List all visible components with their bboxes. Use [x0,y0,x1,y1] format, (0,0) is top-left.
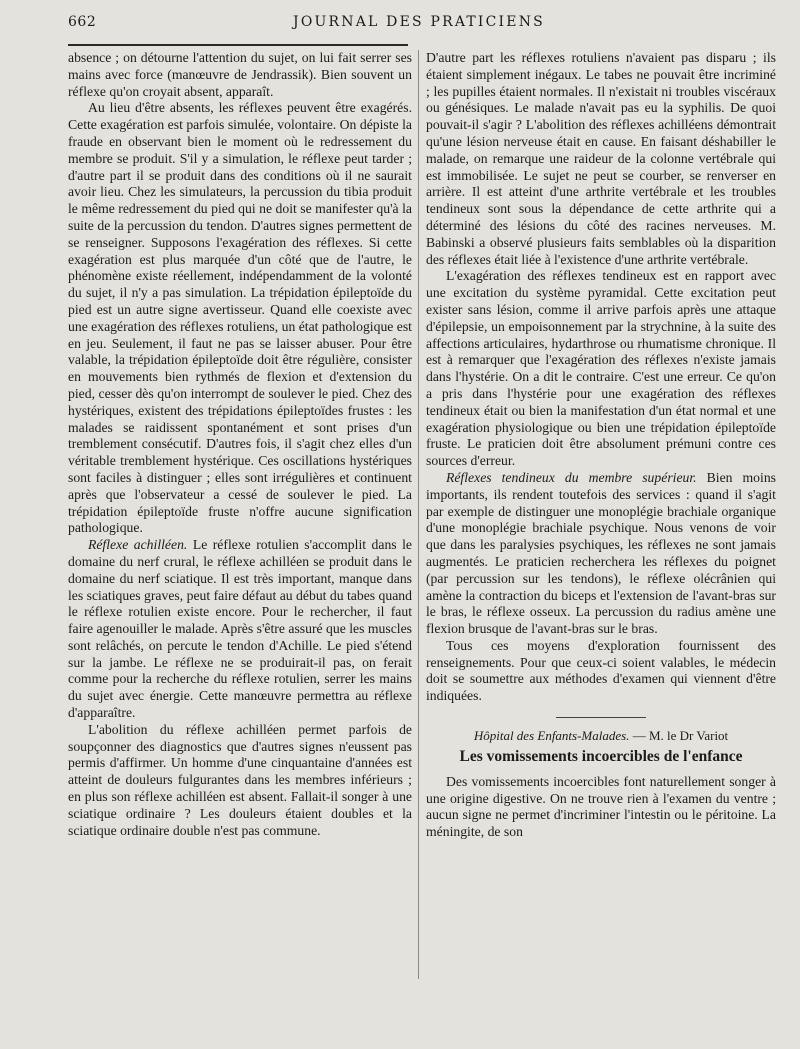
paragraph: D'autre part les réflexes rotuliens n'avaient pas disparu ; ils étaient simplement inégaux. Le tabes ne pouvait être incriminé ; les pupilles étaient normales. Il n'existait ni troubles viscéraux ou génésiques. Le malade n'avait pas eu la syphilis. De quoi pouvait-il s'agir ? L'abolition des réflexes achilléens démontrait qu'une lésion nerveuse était en cause. En faisant déshabiller le malade, on remarque une raideur de la colonne vertébrale qui est immobilisée. Le sujet ne peut se courber, se renverser en arrière. Il est atteint d'une arthrite vertébrale et les troubles tendineux sont sous la dépendance de cette arthrite qui a déterminé des lésions du côté des racines nerveuses. M. Babinski a observé plusieurs faits semblables où la disparition des réflexes était liée à l'existence d'une arthrite vertébrale. [426,50,776,267]
section-subheading: Réflexe achilléen. [88,537,188,553]
hospital-byline [426,728,776,745]
paragraph-text: Le réflexe rotulien s'accomplit dans le domaine du nerf crural, le réflexe achilléen se produit dans le domaine du nerf sciatique. Il est très important, manque dans les sciatiques graves, peut faire défaut au début du tabes quand le réflexe rotulien existe encore. Pour le rechercher, il faut faire agenouiller le malade. Après s'être assuré que les muscles sont relâchés, on percute le tendon d'Achille. Le pied s'étend sur la jambe. Le réflexe ne se produirait-il pas, on ferait comme pour la recherche du réflexe rotulien, serrer les mains du sujet avec énergie. Cette manœuvre permettra au réflexe d'apparaître. [68,537,412,721]
paragraph: L'exagération des réflexes tendineux est en rapport avec une excitation du système pyramidal. Cette excitation peut exister sans lésion, comme il arrive parfois après une attaque d'épilepsie, un empoisonnement par la strychnine, à la suite des affections articulaires, hydarthrose ou rhumatisme chronique. Il est à remarquer que l'exagération des réflexes n'existe jamais dans l'hystérie. On a dit le contraire. C'est une erreur. Ce qu'on a pris dans l'hystérie pour une exagération des réflexes tendineux était ou bien la manifestation d'un état normal et une exagération physiologique ou bien une trépidation épileptoïde fruste. Le praticien doit être absolument prémuni contre ces sources d'erreur. [426,268,776,469]
running-title: JOURNAL DES PRATICIENS [293,14,545,30]
paragraph [426,470,776,638]
hospital-name: Hôpital des Enfants-Malades. [473,728,630,744]
paragraph: absence ; on détourne l'attention du sujet, on lui fait serrer ses mains avec force (manœuvre de Jendrassik). Bien souvent un réflexe qu'on croyait absent, apparaît. [68,50,412,99]
paragraph [68,537,412,722]
page-number: 662 [68,14,97,30]
author: — M. le Dr Variot [629,728,729,744]
article-title: Les vomissements incoercibles de l'enfance [459,747,743,765]
column-divider [418,50,419,979]
section-subheading: Réflexes tendineux du membre supérieur. [446,469,697,485]
paragraph: Au lieu d'être absents, les réflexes peuvent être exagérés. Cette exagération est parfois simulée, volontaire. On dépiste la fraude en observant bien le moment où le redressement du membre se produit. S'il y a simulation, le réflexe peut tarder ; d'autre part il se produit dans des conditions où il ne saurait avoir lieu. Chez les simulateurs, la percussion du tibia produit le même redressement du pied qui ne doit se manifester qu'à la suite de la percussion du tendon. D'autres signes permettent de se renseigner. Supposons l'exagération des réflexes. Si cette exagération est plus marquée d'un côté que de l'autre, le phénomène existe réellement, indépendamment de la volonté du sujet, il n'y a pas simulation. La trépidation épileptoïde du pied est un autre signe avertisseur. Quand elle coexiste avec une exagération des réflexes rotuliens, un état pathologique est en jeu. Seulement, il faut ne pas se laisser abuser. Pour être valable, la trépidation épileptoïde doit être régulière, consister en mouvements bien rythmés de flexion et d'extension du pied, cesser dès qu'on interrompt de soulever le pied. Chez des hystériques, existent des trépidations épileptoïdes frustes : les malades se raidissent spontanément et sont prises d'un tremblement consécutif. D'autres fois, il s'agit chez elles d'un véritable tremblement hystérique. Ces oscillations hystériques sont faciles à distinguer ; elles sont irrégulières et continuent après que l'observateur a cessé de soulever le pied. La trépidation épileptoïde fruste n'offre aucune signification pathologique. [68,100,412,536]
paragraph: Des vomissements incoercibles font naturellement songer à une origine digestive. On ne trouve rien à l'examen du ventre ; aucun signe ne permet d'incriminer l'intestin ou le péritoine. La méningite, de son [426,773,776,840]
left-column [68,50,412,979]
paragraph-text: Bien moins importants, ils rendent toutefois des services : quand il s'agit par exemple de distinguer une monoplégie brachiale organique d'une monoplégie brachiale psychique. Nous venons de voir que dans les paralysies psychiques, les réflexes ne sont jamais augmentés. Le praticien recherchera les réflexes du poignet (par percussion sur les tendons), le réflexe olécrânien qui amène la contraction du biceps et l'extension de l'avant-bras sur le bras, le réflexe osseux. La percussion du radius amène une flexion brusque de l'avant-bras sur le bras. [426,469,776,637]
section-rule [556,717,646,718]
header-rule [68,44,408,46]
page-header [68,12,770,36]
paragraph: Tous ces moyens d'exploration fournissent des renseignements. Pour que ceux-ci soient valables, le médecin doit se soumettre aux méthodes d'examen qui viennent d'être indiquées. [426,637,776,704]
right-column [426,50,776,979]
paragraph: L'abolition du réflexe achilléen permet parfois de soupçonner des diagnostics que d'autres signes n'eussent pas permis d'affirmer. Un homme d'une cinquantaine d'années est atteint de douleurs fulgurantes dans les membres inférieurs ; en plus son réflexe achilléen est absent. Fallait-il songer à une sciatique ordinaire ? Les douleurs étaient doubles et la sciatique ordinaire double n'est pas commune. [68,721,412,838]
